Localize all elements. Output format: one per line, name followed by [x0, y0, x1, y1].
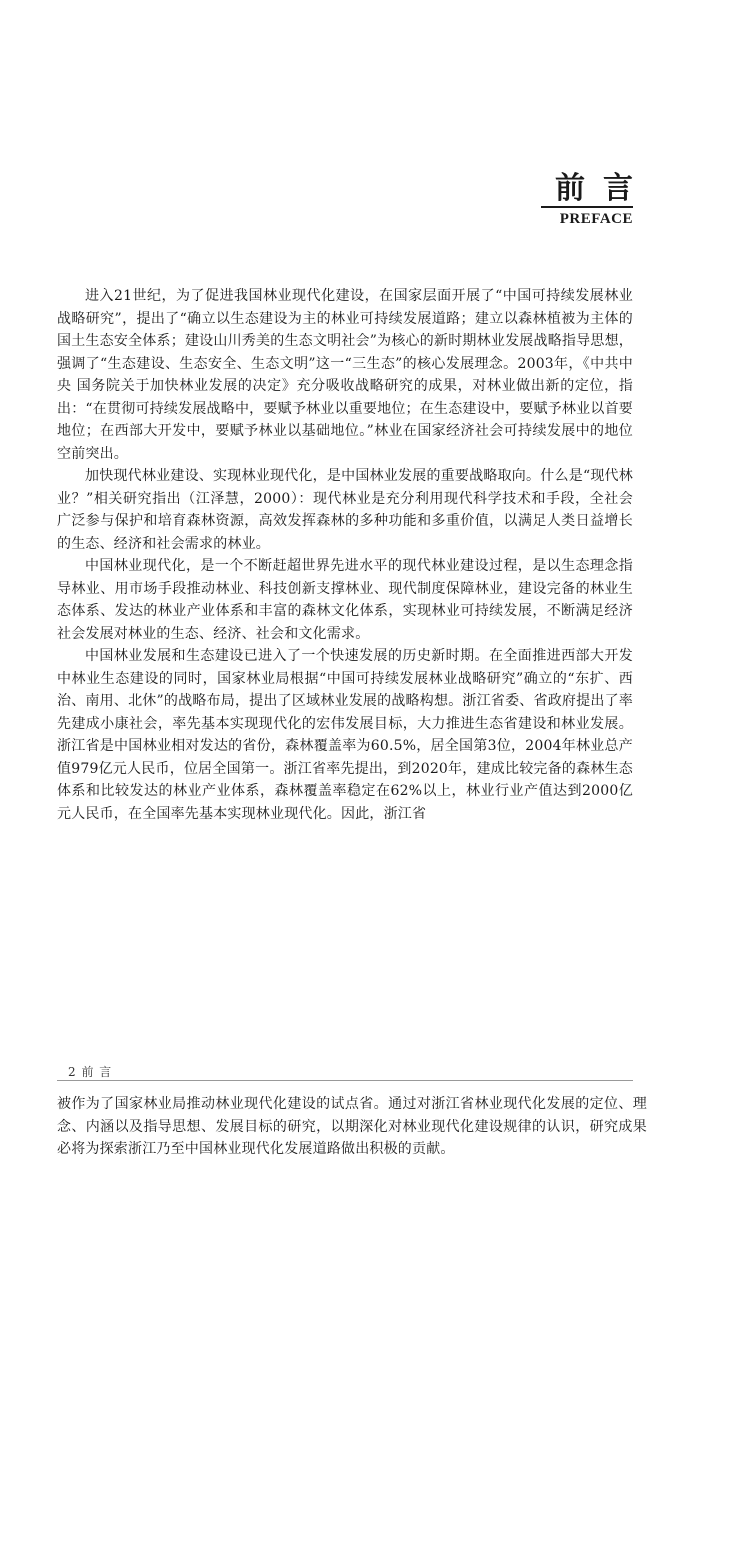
continuation-body — [57, 1093, 647, 1161]
running-header: 2 前 言 — [68, 1065, 113, 1079]
title-rule — [541, 206, 633, 208]
paragraph: 中国林业发展和生态建设已进入了一个快速发展的历史新时期。在全面推进西部大开发中林业生态建设的同时，国家林业局根据“中国可持续发展林业战略研究”确立的“东扩、西治、南用、北休”的战略布局，提出了区域林业发展的战略构想。浙江省委、省政府提出了率先建成小康社会，率先基本实现现代化的宏伟发展目标，大力推进生态省建设和林业发展。浙江省是中国林业相对发达的省份，森林覆盖率为60.5%，居全国第3位，2004年林业总产值979亿元人民币，位居全国第一。浙江省率先提出，到2020年，建成比较完备的森林生态体系和比较发达的林业产业体系，森林覆盖率稳定在62%以上，林业行业产值达到2000亿元人民币，在全国率先基本实现林业现代化。因此，浙江省 — [57, 648, 633, 822]
page-subtitle: PREFACE — [559, 211, 633, 227]
paragraph: 被作为了国家林业局推动林业现代化建设的试点省。通过对浙江省林业现代化发展的定位、理念、内涵以及指导思想、发展目标的研究，以期深化对林业现代化建设规律的认识，研究成果必将为探索浙江乃至中国林业现代化发展道路做出积极的贡献。 — [57, 1096, 647, 1157]
preface-header — [541, 171, 651, 229]
divider — [57, 1080, 633, 1081]
paragraph: 加快现代林业建设、实现林业现代化，是中国林业发展的重要战略取向。什么是“现代林业？”相关研究指出（江泽慧，2000）：现代林业是充分利用现代科学技术和手段，全社会广泛参与保护和培育森林资源，高效发挥森林的多种功能和多重价值，以满足人类日益增长的生态、经济和社会需求的林业。 — [57, 468, 633, 552]
page-title: 前言 — [555, 171, 651, 206]
paragraph: 中国林业现代化，是一个不断赶超世界先进水平的现代林业建设过程，是以生态理念指导林业、用市场手段推动林业、科技创新支撑林业、现代制度保障林业，建设完备的林业生态体系、发达的林业产业体系和丰富的森林文化体系，实现林业可持续发展，不断满足经济社会发展对林业的生态、经济、社会和文化需求。 — [57, 558, 633, 642]
preface-body — [57, 285, 633, 825]
paragraph: 进入21世纪，为了促进我国林业现代化建设，在国家层面开展了“中国可持续发展林业战略研究”，提出了“确立以生态建设为主的林业可持续发展道路；建立以森林植被为主体的国土生态安全体系；建设山川秀美的生态文明社会”为核心的新时期林业发展战略指导思想，强调了“生态建设、生态安全、生态文明”这一“三生态”的核心发展理念。2003年，《中共中央 国务院关于加快林业发展的决定》充分吸收战略研究的成果，对林业做出新的定位，指出：“在贯彻可持续发展战略中，要赋予林业以重要地位；在生态建设中，要赋予林业以首要地位；在西部大开发中，要赋予林业以基础地位。”林业在国家经济社会可持续发展中的地位空前突出。 — [57, 288, 633, 462]
